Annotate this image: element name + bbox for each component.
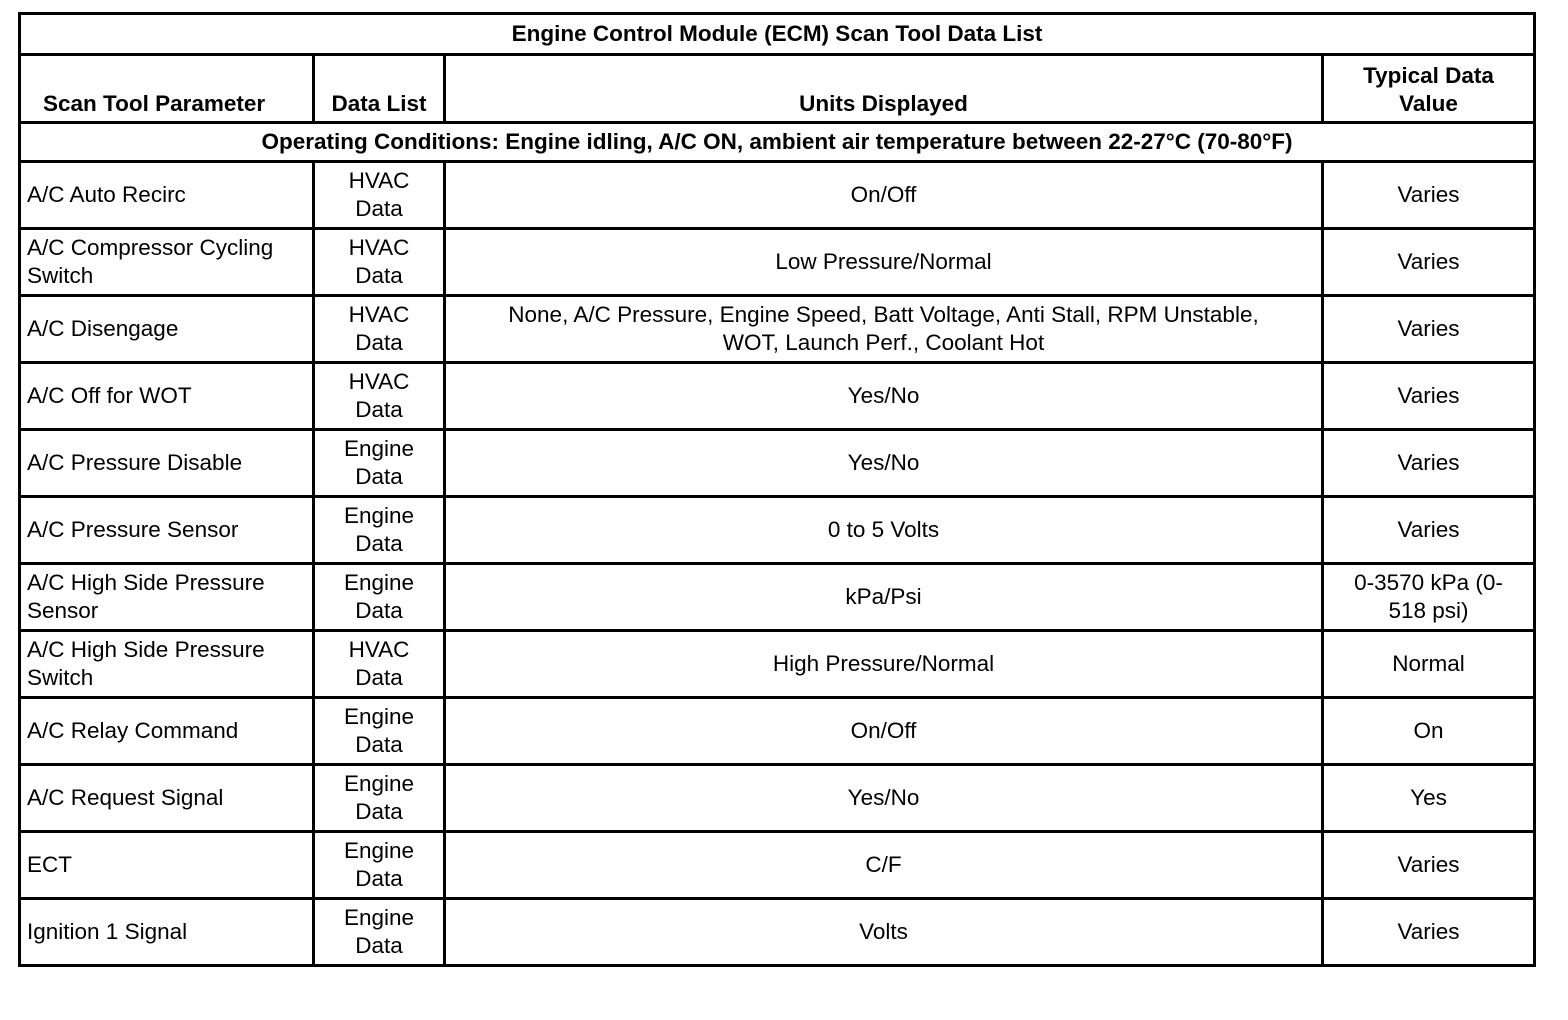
cell-data-list — [314, 430, 445, 497]
cell-data-list — [314, 832, 445, 899]
cell-data-list-text: Data — [355, 732, 403, 757]
cell-data-list-text: Engine — [343, 503, 415, 528]
cell-data-list-text: Engine — [343, 436, 415, 461]
cell-units — [445, 363, 1323, 430]
cell-parameter-text: A/C High Side Pressure — [27, 637, 265, 662]
cell-parameter — [20, 698, 314, 765]
cell-typical-value-text: Varies — [1397, 249, 1460, 274]
cell-typical-value — [1323, 832, 1535, 899]
header-scan-tool-parameter: Scan Tool Parameter — [20, 55, 314, 123]
cell-data-list-text: HVAC — [348, 637, 410, 662]
cell-units-text: Yes/No — [847, 383, 920, 408]
cell-data-list-text: Data — [355, 464, 403, 489]
header-data-list: Data List — [314, 55, 445, 123]
header-typical-data-value — [1323, 55, 1535, 123]
cell-typical-value-text: Varies — [1397, 316, 1460, 341]
cell-data-list-text: HVAC — [348, 302, 410, 327]
cell-parameter — [20, 765, 314, 832]
cell-typical-value-text: Varies — [1397, 450, 1460, 475]
cell-typical-value — [1323, 698, 1535, 765]
cell-data-list — [314, 296, 445, 363]
cell-data-list — [314, 363, 445, 430]
cell-data-list-text: Data — [355, 933, 403, 958]
cell-typical-value — [1323, 296, 1535, 363]
table-row — [20, 631, 1535, 698]
table-row — [20, 899, 1535, 966]
cell-units — [445, 497, 1323, 564]
cell-data-list-text: Data — [355, 531, 403, 556]
table-row — [20, 497, 1535, 564]
table-row — [20, 363, 1535, 430]
header-units-displayed: Units Displayed — [445, 55, 1323, 123]
cell-units-text: Low Pressure/Normal — [775, 249, 992, 274]
cell-data-list — [314, 631, 445, 698]
cell-typical-value-text: Yes — [1410, 785, 1447, 810]
cell-data-list-text: Engine — [343, 905, 415, 930]
cell-parameter-text: A/C Pressure Disable — [27, 450, 243, 475]
cell-typical-value — [1323, 162, 1535, 229]
cell-typical-value-text: Varies — [1397, 852, 1460, 877]
table-row — [20, 430, 1535, 497]
cell-parameter-text: A/C Off for WOT — [27, 383, 192, 408]
cell-units-text: Yes/No — [847, 450, 920, 475]
cell-units — [445, 631, 1323, 698]
cell-parameter — [20, 564, 314, 631]
cell-parameter — [20, 296, 314, 363]
cell-parameter — [20, 497, 314, 564]
cell-typical-value — [1323, 899, 1535, 966]
cell-data-list-text: HVAC — [348, 168, 410, 193]
cell-parameter-text: Switch — [27, 665, 94, 690]
table-row — [20, 296, 1535, 363]
cell-typical-value-text: Varies — [1397, 919, 1460, 944]
cell-data-list — [314, 765, 445, 832]
table-row — [20, 698, 1535, 765]
cell-parameter — [20, 162, 314, 229]
cell-data-list-text: Data — [355, 330, 403, 355]
header-typical-line2: Value — [1399, 91, 1458, 116]
operating-conditions: Operating Conditions: Engine idling, A/C ON, ambient air temperature between 22-27°C (70-80°F) — [20, 123, 1535, 162]
cell-data-list-text: Engine — [343, 838, 415, 863]
cell-units-text: Yes/No — [847, 785, 920, 810]
header-typical-line1: Typical Data — [1363, 63, 1494, 88]
cell-parameter — [20, 430, 314, 497]
cell-data-list-text: Data — [355, 598, 403, 623]
cell-typical-value — [1323, 564, 1535, 631]
cell-typical-value — [1323, 631, 1535, 698]
cell-data-list — [314, 162, 445, 229]
cell-data-list-text: Engine — [343, 704, 415, 729]
cell-units-text: On/Off — [850, 182, 917, 207]
cell-typical-value — [1323, 430, 1535, 497]
table-title: Engine Control Module (ECM) Scan Tool Data List — [20, 14, 1535, 55]
cell-units — [445, 229, 1323, 296]
cell-parameter-text: A/C Compressor Cycling — [27, 235, 274, 260]
table-row — [20, 229, 1535, 296]
cell-data-list-text: Data — [355, 665, 403, 690]
cell-parameter-text: A/C Request Signal — [27, 785, 224, 810]
cell-data-list-text: Engine — [343, 570, 415, 595]
cell-units-text: 0 to 5 Volts — [827, 517, 940, 542]
cell-units — [445, 899, 1323, 966]
cell-data-list-text: Data — [355, 196, 403, 221]
cell-units — [445, 564, 1323, 631]
cell-parameter — [20, 229, 314, 296]
cell-units-text: C/F — [865, 852, 902, 877]
cell-data-list-text: Data — [355, 866, 403, 891]
cell-data-list-text: Data — [355, 263, 403, 288]
cell-data-list-text: Data — [355, 397, 403, 422]
cell-typical-value-text: 518 psi) — [1388, 598, 1469, 623]
cell-units-text: High Pressure/Normal — [772, 651, 995, 676]
cell-parameter-text: Sensor — [27, 598, 99, 623]
cell-units — [445, 698, 1323, 765]
cell-data-list — [314, 899, 445, 966]
cell-data-list-text: Data — [355, 799, 403, 824]
cell-typical-value-text: Varies — [1397, 517, 1460, 542]
cell-parameter — [20, 363, 314, 430]
cell-units-text: kPa/Psi — [845, 584, 922, 609]
cell-typical-value — [1323, 363, 1535, 430]
cell-typical-value — [1323, 497, 1535, 564]
cell-parameter-text: A/C Auto Recirc — [27, 182, 186, 207]
cell-units — [445, 832, 1323, 899]
cell-units — [445, 765, 1323, 832]
cell-units-text: On/Off — [850, 718, 917, 743]
cell-units — [445, 296, 1323, 363]
cell-typical-value-text: Varies — [1397, 182, 1460, 207]
cell-units-text: WOT, Launch Perf., Coolant Hot — [722, 330, 1045, 355]
cell-parameter-text: A/C Pressure Sensor — [27, 517, 239, 542]
cell-typical-value-text: 0-3570 kPa (0- — [1354, 570, 1503, 595]
cell-units — [445, 162, 1323, 229]
cell-units-text: None, A/C Pressure, Engine Speed, Batt Voltage, Anti Stall, RPM Unstable, — [508, 302, 1259, 327]
cell-parameter-text: Switch — [27, 263, 94, 288]
cell-typical-value — [1323, 229, 1535, 296]
table-body — [20, 162, 1535, 966]
cell-units — [445, 430, 1323, 497]
cell-data-list — [314, 497, 445, 564]
ecm-data-table — [18, 12, 1536, 967]
cell-parameter-text: ECT — [27, 852, 72, 877]
cell-data-list — [314, 698, 445, 765]
cell-data-list — [314, 564, 445, 631]
cell-data-list-text: HVAC — [348, 235, 410, 260]
cell-typical-value-text: On — [1413, 718, 1444, 743]
cell-typical-value-text: Varies — [1397, 383, 1460, 408]
cell-parameter-text: A/C Relay Command — [27, 718, 239, 743]
cell-parameter — [20, 832, 314, 899]
cell-data-list — [314, 229, 445, 296]
table-row — [20, 832, 1535, 899]
cell-parameter — [20, 899, 314, 966]
cell-data-list-text: HVAC — [348, 369, 410, 394]
cell-parameter-text: A/C High Side Pressure — [27, 570, 265, 595]
cell-units-text: Volts — [859, 919, 908, 944]
cell-typical-value — [1323, 765, 1535, 832]
cell-parameter-text: Ignition 1 Signal — [27, 919, 188, 944]
cell-parameter-text: A/C Disengage — [27, 316, 179, 341]
cell-typical-value-text: Normal — [1392, 651, 1465, 676]
table-row — [20, 564, 1535, 631]
cell-parameter — [20, 631, 314, 698]
table-row — [20, 162, 1535, 229]
table-row — [20, 765, 1535, 832]
cell-data-list-text: Engine — [343, 771, 415, 796]
